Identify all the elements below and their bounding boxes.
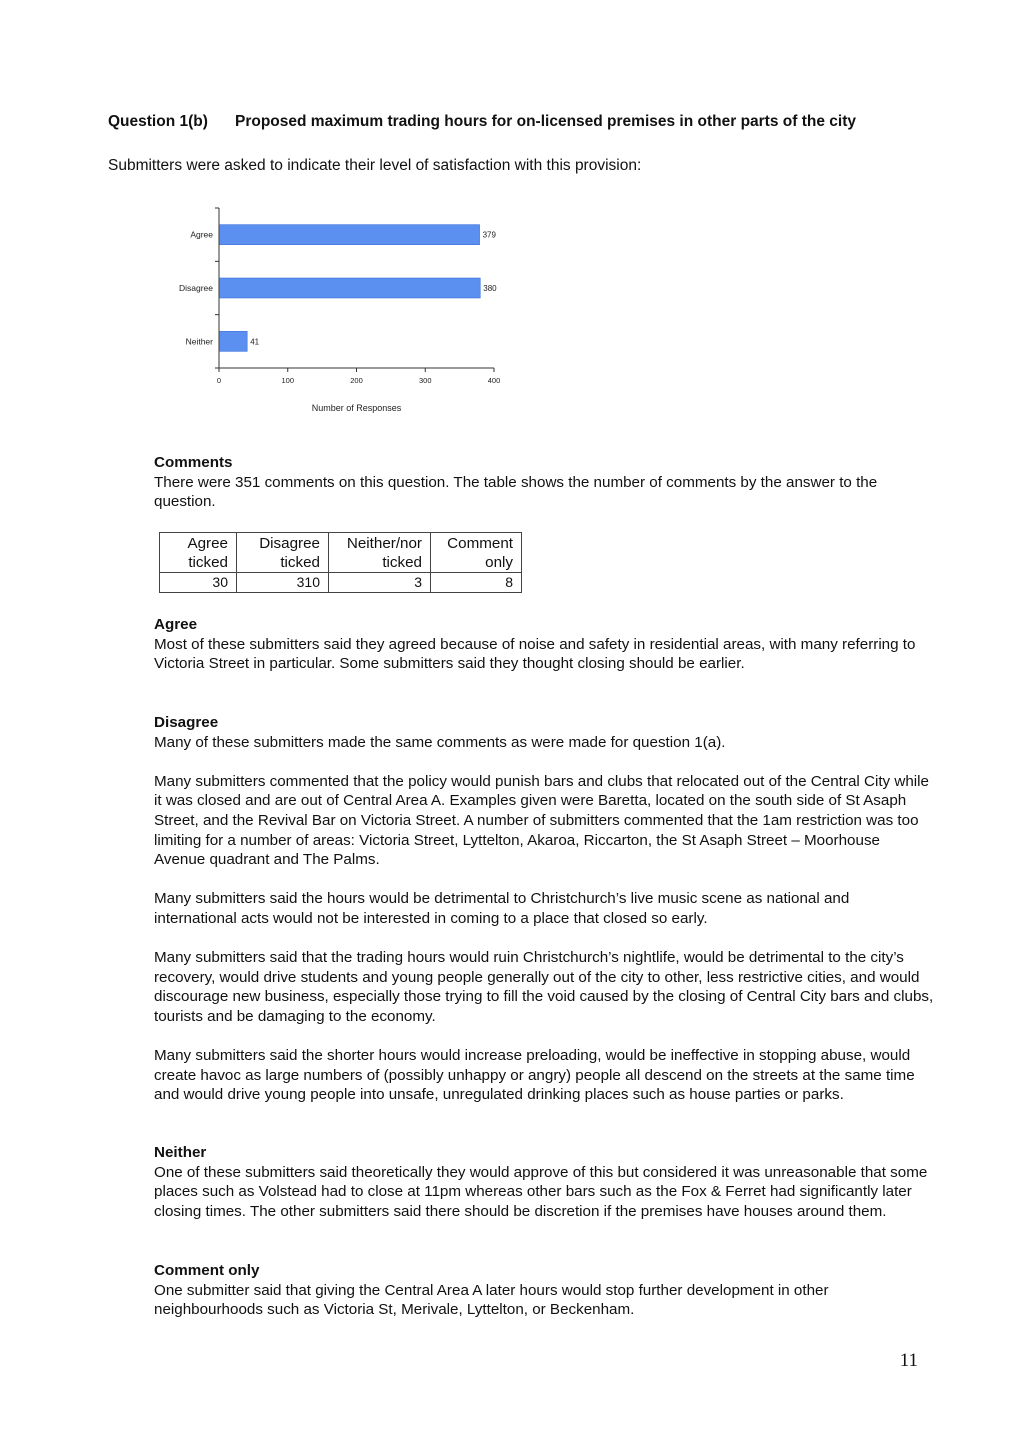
x-tick-label: 0 (216, 376, 222, 385)
neither-text: One of these submitters said theoretically they would approve of this but considered it was unreasonable that some places such as Volstead had to close at 11pm whereas other bars such as the Fox & Ferret had significantly later closing times. The other submitters said there should be discretion if the premises have houses around them. (154, 1163, 928, 1220)
agree-section (154, 615, 934, 674)
x-tick-label: 100 (281, 376, 295, 385)
neither-section (154, 1143, 934, 1221)
data-label: 380 (483, 284, 497, 293)
comment-only-text: One submitter said that giving the Central Area A later hours would stop further development in other neighbourhoods such as Victoria St, Merivale, Lyttelton, or Beckenham. (154, 1281, 829, 1319)
table-cell-disagree: 310 (237, 573, 329, 593)
disagree-paragraph: Many submitters said the shorter hours would increase preloading, would be ineffective in stopping abuse, would create havoc as large numbers of (possibly unhappy or angry) people all descend on the streets at the same time and would drive young people into unsafe, unregulated drinking places such as house parties or parks. (154, 1047, 915, 1104)
table-header-neither: Neither/nor ticked (329, 533, 431, 573)
bar (220, 225, 480, 245)
agree-text: Most of these submitters said they agreed because of noise and safety in residential areas, with many referring to Victoria Street in particular. Some submitters said they thought closing should be earlier. (154, 635, 916, 673)
table-row (160, 573, 522, 593)
table-cell-comment-only: 8 (431, 573, 522, 593)
agree-title: Agree (154, 616, 198, 633)
table-cell-neither: 3 (329, 573, 431, 593)
comments-text: There were 351 comments on this question. The table shows the number of comments by the answer to the question. (154, 473, 878, 511)
x-tick-label: 200 (350, 376, 363, 385)
table-header-agree: Agree ticked (160, 533, 237, 573)
x-tick-label: 400 (487, 376, 501, 385)
comment-only-section (154, 1261, 934, 1320)
table-header-row (160, 533, 522, 573)
table-cell-agree: 30 (160, 573, 237, 593)
question-number: Question 1(b) (108, 113, 208, 130)
data-label: 41 (250, 337, 260, 347)
comment-only-title: Comment only (154, 1262, 260, 1279)
comments-count-table (159, 532, 522, 593)
neither-title: Neither (154, 1144, 207, 1161)
table-header-disagree: Disagree ticked (237, 533, 329, 573)
comments-section (154, 453, 934, 512)
x-tick-label: 300 (418, 376, 432, 385)
question-heading (108, 113, 856, 131)
comments-title: Comments (154, 454, 233, 471)
page-number: 11 (899, 1350, 918, 1371)
y-tick-label: Agree (190, 229, 213, 240)
x-axis-title: Number of Responses (311, 403, 402, 413)
responses-bar-chart (150, 200, 530, 425)
data-label: 379 (482, 230, 496, 240)
bar (220, 278, 481, 298)
disagree-paragraph: Many of these submitters made the same comments as were made for question 1(a). (154, 733, 726, 751)
disagree-paragraph: Many submitters said that the trading hours would ruin Christchurch’s nightlife, would be detrimental to the city’s recovery, would drive students and young people generally out of the city to other, less restrictive cities, and would discourage new business, especially those trying to fill the void caused by the closing of Central City bars and clubs, tourists and be damaging to the economy. (154, 949, 934, 1025)
question-title: Proposed maximum trading hours for on-licensed premises in other parts of the city (235, 113, 856, 130)
disagree-title: Disagree (154, 714, 219, 731)
disagree-paragraph: Many submitters commented that the policy would punish bars and clubs that relocated out of the Central City while it was closed and are out of Central Area A. Examples given were Baretta, located on the south side of St Asaph Street, and the Revival Bar on Victoria Street. A number of submitters commented that the 1am restriction was too limiting for a number of areas: Victoria Street, Lyttelton, Akaroa, Riccarton, the St Asaph Street – Moorhouse Avenue quadrant and The Palms. (154, 772, 929, 869)
bar (220, 331, 248, 351)
intro-text: Submitters were asked to indicate their level of satisfaction with this provision: (108, 157, 642, 174)
table-header-comment-only: Comment only (431, 533, 522, 573)
y-tick-label: Disagree (178, 283, 213, 293)
disagree-paragraph: Many submitters said the hours would be detrimental to Christchurch’s live music scene as national and international acts would not be interested in coming to a place that closed so early. (154, 890, 850, 927)
disagree-section (154, 713, 934, 1105)
y-tick-label: Neither (185, 336, 213, 347)
